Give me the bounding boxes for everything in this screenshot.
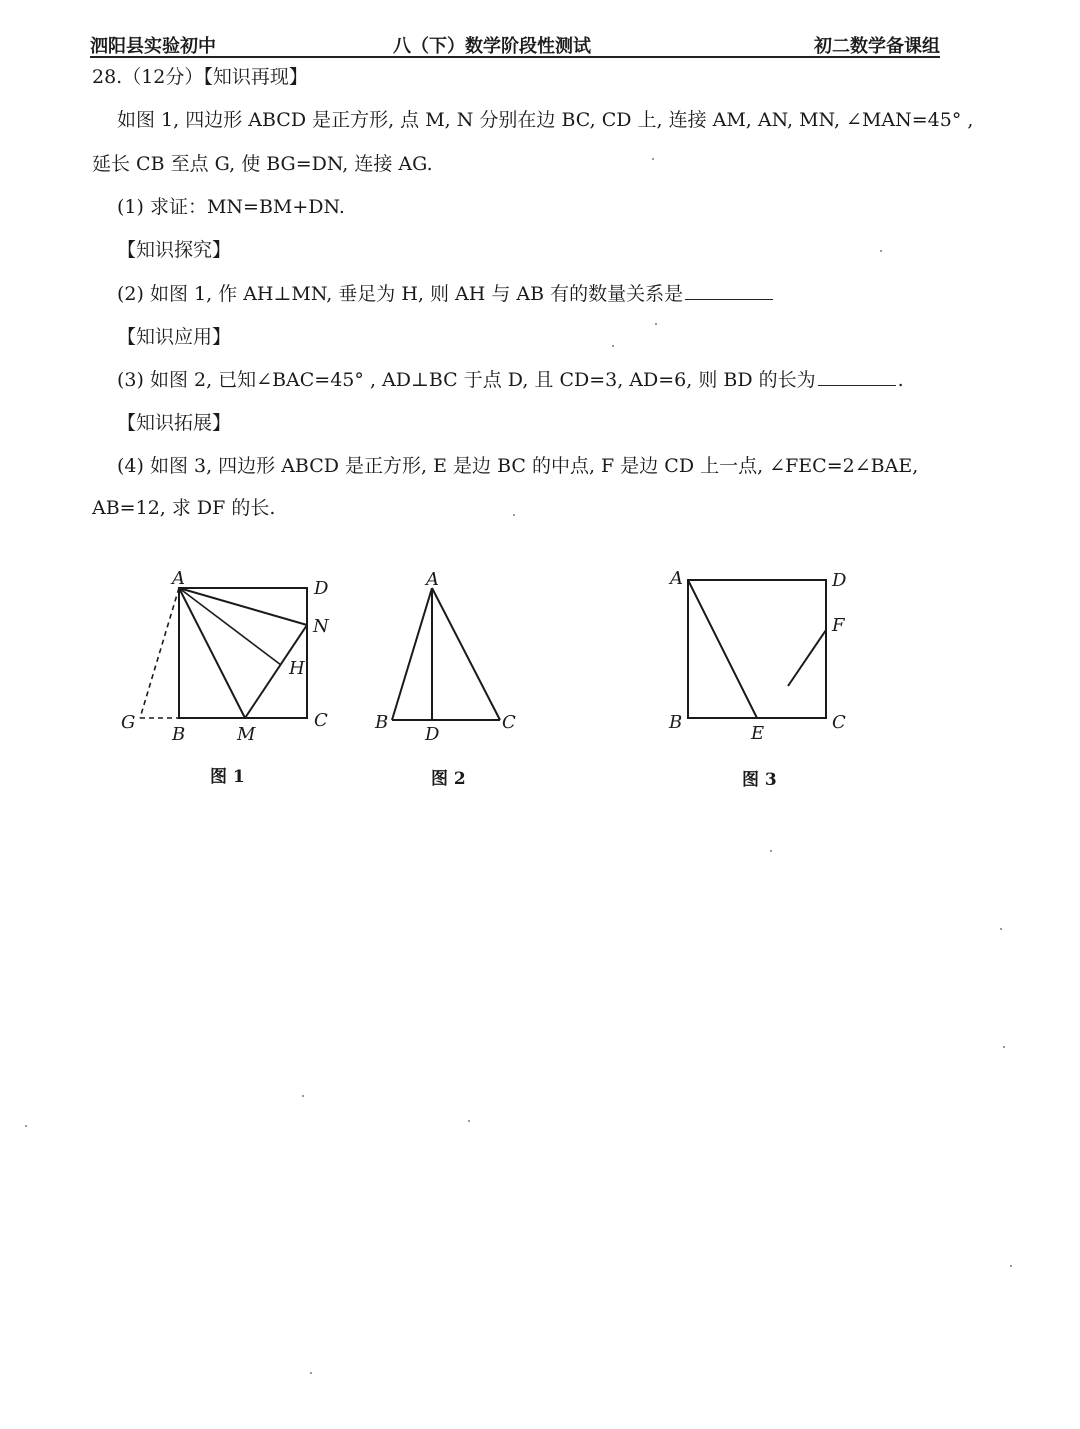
part-3-end: . [897,369,904,391]
figure-2 [370,565,520,750]
fig1-label-a: A [172,568,185,589]
part-2-line [117,279,775,306]
part-3-answer-blank[interactable] [818,384,896,386]
figure-1-caption: 图 1 [210,767,245,787]
figure-2-caption: 图 2 [431,769,466,789]
part-4-line-2: AB=12, 求 DF 的长. [92,497,276,519]
scan-speck [468,1120,470,1122]
part-2-text: (2) 如图 1, 作 AH⊥MN, 垂足为 H, 则 AH 与 AB 有的数量关系是 [117,283,684,305]
fig1-label-b: B [172,724,186,745]
question-intro-line-2: 延长 CB 至点 G, 使 BG=DN, 连接 AG. [92,153,433,175]
part-3-line [117,365,904,392]
question-intro-line-1: 如图 1, 四边形 ABCD 是正方形, 点 M, N 分别在边 BC, CD 上, 连接 AM, AN, MN, ∠MAN=45° , [117,109,974,131]
fig3-label-d: D [832,570,847,591]
scan-speck [770,850,772,852]
fig1-label-h: H [289,658,305,679]
scan-speck [1003,1046,1005,1048]
scan-speck [1010,1265,1012,1267]
fig3-label-a: A [670,568,683,589]
fig2-label-b: B [375,712,389,733]
fig2-label-a: A [426,569,439,590]
figure-1 [110,565,340,750]
fig1-segment-ag-dashed [140,588,179,718]
fig2-label-d: D [425,724,440,745]
scan-speck [310,1372,312,1374]
fig2-segment-ac [432,588,500,720]
fig3-label-e: E [751,723,765,744]
school-name: 泗阳县实验初中 [90,36,216,57]
fig1-label-n: N [313,616,329,637]
scan-speck [302,1095,304,1097]
fig3-label-b: B [669,712,683,733]
question-number: 28.（12分）【知识再现】 [92,66,308,88]
fig1-segment-am [179,588,245,718]
part-3-text: (3) 如图 2, 已知∠BAC=45° , AD⊥BC 于点 D, 且 CD=3, AD=6, 则 BD 的长为 [117,369,816,391]
part-1-text: (1) 求证：MN=BM+DN. [117,196,345,218]
scan-speck [655,323,657,325]
fig1-label-m: M [237,724,256,745]
fig1-label-c: C [314,710,328,731]
fig3-square [688,580,826,718]
fig3-segment-ae [688,580,757,718]
section-apply-heading: 【知识应用】 [117,326,232,348]
scan-speck [25,1125,27,1127]
fig2-segment-ab [392,588,432,720]
scan-speck [1000,928,1002,930]
exam-title: 八（下）数学阶段性测试 [393,36,591,57]
figure-3-caption: 图 3 [742,770,777,790]
page-header [90,32,940,58]
fig1-label-g: G [121,712,136,733]
fig3-segment-ef-partial [788,630,826,686]
fig1-segment-ah [179,588,281,665]
fig2-label-c: C [502,712,516,733]
figure-3 [660,562,860,747]
scan-speck [513,514,515,516]
section-extend-heading: 【知识拓展】 [117,412,232,434]
fig3-label-f: F [832,615,845,636]
scan-speck [880,250,882,252]
part-4-line-1: (4) 如图 3, 四边形 ABCD 是正方形, E 是边 BC 的中点, F 是边 CD 上一点, ∠FEC=2∠BAE, [117,455,919,477]
part-2-answer-blank[interactable] [685,298,773,300]
scan-speck [652,158,654,160]
fig1-segment-an [179,588,307,625]
section-explore-heading: 【知识探究】 [117,239,232,261]
scan-speck [612,345,614,347]
fig3-label-c: C [832,712,846,733]
fig1-label-d: D [314,578,329,599]
teaching-group: 初二数学备课组 [814,36,940,57]
